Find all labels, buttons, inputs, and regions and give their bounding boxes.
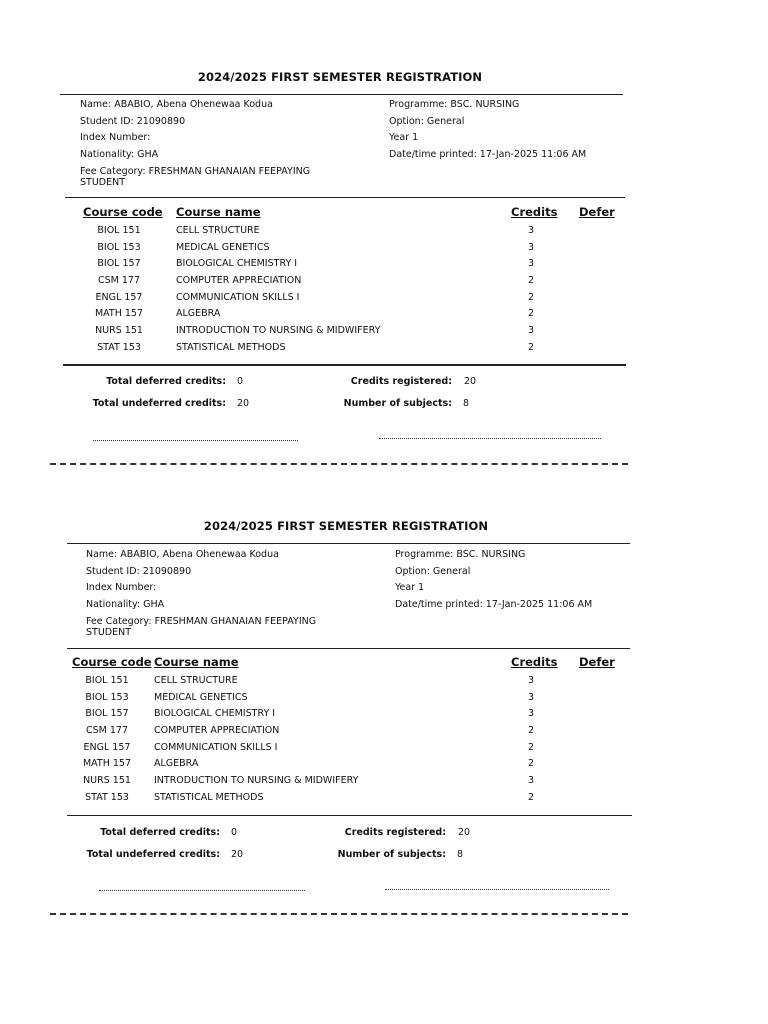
table-row [0,673,768,690]
student-id: Student ID: 21090890 [80,115,186,127]
programme: Programme: BSC. NURSING [395,549,526,560]
subjects-label: Number of subjects: [343,398,452,409]
course-code: CSM 177 [85,725,128,737]
subjects-value: 8 [463,398,470,409]
table-row [0,756,768,773]
undeferred-label: Total undeferred credits: [86,849,220,860]
course-code: BIOL 151 [85,675,129,686]
header-course-code: Course code [72,655,152,669]
slip-title: 2024/2025 FIRST SEMESTER REGISTRATION [197,70,483,84]
course-name: COMMUNICATION SKILLS I [176,291,300,303]
course-table [0,673,768,807]
undeferred-value: 20 [237,398,250,409]
course-name: COMMUNICATION SKILLS I [154,741,278,753]
totals-summary [0,376,768,416]
header-course-code: Course code [83,205,163,219]
info-divider [65,197,625,198]
course-credits: 3 [527,241,535,253]
course-credits: 3 [527,325,535,337]
table-row [0,306,768,323]
table-row [0,223,768,240]
option: Option: General [395,565,471,577]
course-name: BIOLOGICAL CHEMISTRY I [154,708,276,720]
deferred-label: Total deferred credits: [100,827,220,838]
table-row [0,340,768,357]
course-code: STAT 153 [85,791,129,803]
student-name: Name: ABABIO, Abena Ohenewaa Kodua [80,99,273,110]
table-divider [67,815,632,816]
course-credits: 3 [527,708,535,720]
table-row [0,323,768,340]
undeferred-label: Total undeferred credits: [92,398,226,409]
index-number: Index Number: [86,582,157,594]
course-credits: 3 [527,258,535,270]
course-name: INTRODUCTION TO NURSING & MIDWIFERY [176,325,381,337]
course-credits: 2 [527,275,535,287]
course-name: STATISTICAL METHODS [154,791,264,803]
table-row [0,723,768,740]
course-code: STAT 153 [97,341,141,353]
subjects-value: 8 [457,849,464,860]
header-course-name: Course name [176,205,261,219]
nationality: Nationality: GHA [86,599,165,611]
course-name: INTRODUCTION TO NURSING & MIDWIFERY [154,775,359,787]
registered-value: 20 [464,376,477,387]
student-info-left [86,547,326,638]
deferred-value: 0 [237,376,244,387]
course-name: MEDICAL GENETICS [176,241,270,253]
table-row [0,773,768,790]
student-info-left [80,97,320,188]
course-code: BIOL 157 [97,258,141,270]
registered-value: 20 [458,827,471,838]
date-printed: Date/time printed: 17-Jan-2025 11:06 AM [395,599,593,611]
title-divider [60,94,623,95]
table-divider [63,364,626,366]
header-defer: Defer [579,655,615,669]
table-row [0,290,768,307]
student-id: Student ID: 21090890 [86,565,192,577]
course-code: ENGL 157 [95,291,143,303]
student-name: Name: ABABIO, Abena Ohenewaa Kodua [86,549,279,560]
course-name: STATISTICAL METHODS [176,341,286,353]
course-credits: 2 [527,791,535,803]
nationality: Nationality: GHA [80,149,159,161]
course-code: NURS 151 [95,325,143,337]
signature-line-official [379,438,601,439]
info-divider [67,648,630,649]
course-code: ENGL 157 [83,741,131,753]
course-name: COMPUTER APPRECIATION [176,275,302,287]
subjects-label: Number of subjects: [337,849,446,860]
table-row [0,240,768,257]
course-code: MATH 157 [82,758,132,770]
course-name: ALGEBRA [154,758,199,770]
course-code: BIOL 153 [97,241,141,253]
course-code: CSM 177 [97,275,140,287]
course-name: CELL STRUCTURE [154,675,238,686]
header-credits: Credits [511,655,558,669]
fee-category: Fee Category: FRESHMAN GHANAIAN FEEPAYING STUDENT [86,615,317,638]
course-code: MATH 157 [94,308,144,320]
student-info-right [395,547,592,614]
date-printed: Date/time printed: 17-Jan-2025 11:06 AM [389,149,587,161]
course-code: NURS 151 [83,775,131,787]
title-divider [67,543,630,544]
course-credits: 2 [527,758,535,770]
course-code: BIOL 157 [85,708,129,720]
registered-label: Credits registered: [344,827,446,838]
header-course-name: Course name [154,655,239,669]
course-credits: 2 [527,341,535,353]
header-defer: Defer [579,205,615,219]
table-row [0,790,768,807]
course-credits: 2 [527,308,535,320]
course-name: BIOLOGICAL CHEMISTRY I [176,258,298,270]
undeferred-value: 20 [231,849,244,860]
course-name: MEDICAL GENETICS [154,691,248,703]
slip-title: 2024/2025 FIRST SEMESTER REGISTRATION [203,519,489,533]
table-row [0,706,768,723]
table-row [0,740,768,757]
table-row [0,256,768,273]
year: Year 1 [389,132,419,144]
totals-summary [0,827,768,867]
signature-line-official [385,889,609,890]
programme: Programme: BSC. NURSING [389,99,520,110]
signature-line-student [93,440,298,441]
table-row [0,273,768,290]
course-name: ALGEBRA [176,308,221,320]
course-credits: 3 [527,675,535,686]
course-code: BIOL 153 [85,691,129,703]
cut-line [50,463,628,465]
course-credits: 3 [527,225,535,236]
course-credits: 3 [527,775,535,787]
deferred-label: Total deferred credits: [106,376,226,387]
deferred-value: 0 [231,827,238,838]
student-info-right [389,97,586,164]
header-credits: Credits [511,205,558,219]
course-table [0,223,768,357]
course-credits: 3 [527,691,535,703]
signature-line-student [99,890,305,891]
cut-line [50,913,628,915]
course-name: COMPUTER APPRECIATION [154,725,280,737]
course-name: CELL STRUCTURE [176,225,260,236]
registered-label: Credits registered: [350,376,452,387]
course-credits: 2 [527,741,535,753]
fee-category: Fee Category: FRESHMAN GHANAIAN FEEPAYING STUDENT [80,165,311,188]
index-number: Index Number: [80,132,151,144]
course-code: BIOL 151 [97,225,141,236]
year: Year 1 [395,582,425,594]
course-credits: 2 [527,291,535,303]
option: Option: General [389,115,465,127]
course-credits: 2 [527,725,535,737]
table-row [0,690,768,707]
